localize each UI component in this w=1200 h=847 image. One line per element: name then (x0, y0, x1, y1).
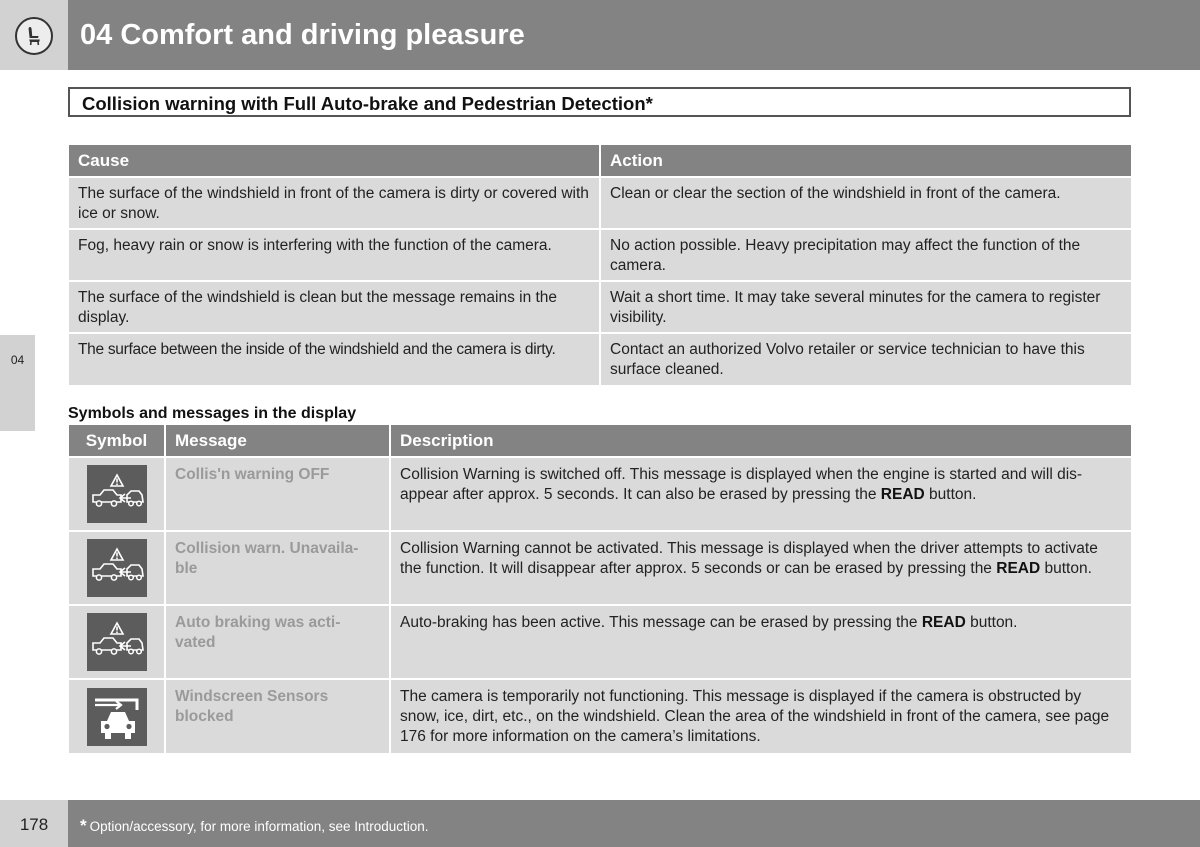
table-row (69, 281, 1131, 333)
column-header-description: Description (390, 425, 1131, 457)
description-text: button. (965, 614, 1018, 631)
side-tab-label: 04 (10, 353, 25, 367)
footnote (80, 816, 429, 836)
message-cell: Collision warn. Unavaila-ble (165, 531, 390, 605)
windscreen-sensor-icon (87, 688, 147, 746)
description-text: Collision Warning cannot be activated. This message is displayed when the driver attempts to activate the function. It will disappear after approx. 5 seconds or can be erased by pressing the (400, 540, 1098, 577)
table-row (69, 457, 1131, 531)
action-cell: Contact an authorized Volvo retailer or service technician to have this surface cleaned. (600, 333, 1131, 385)
collision-warning-icon (87, 539, 147, 597)
footnote-star: * (80, 816, 87, 835)
description-text: Auto-braking has been active. This message can be erased by pressing the (400, 614, 922, 631)
description-cell (390, 531, 1131, 605)
action-cell: Clean or clear the section of the windshield in front of the camera. (600, 177, 1131, 229)
footnote-text: Option/accessory, for more information, see Introduction. (89, 819, 429, 834)
table-header-row (69, 425, 1131, 457)
description-cell (390, 457, 1131, 531)
footer (68, 800, 1200, 847)
symbol-cell (69, 531, 165, 605)
collision-warning-icon (87, 613, 147, 671)
car-seat-icon (15, 17, 53, 55)
description-cell (390, 679, 1131, 753)
chapter-title: 04 Comfort and driving pleasure (80, 19, 525, 51)
message-cell: Collis'n warning OFF (165, 457, 390, 531)
cause-cell: Fog, heavy rain or snow is interfering with the function of the camera. (69, 229, 600, 281)
action-cell: No action possible. Heavy precipitation may affect the function of the camera. (600, 229, 1131, 281)
section-title-box (68, 87, 1131, 117)
description-text: button. (924, 486, 977, 503)
cause-cell: The surface of the windshield is clean but the message remains in the display. (69, 281, 600, 333)
page-number-box (0, 800, 68, 847)
description-text: Collision Warning is switched off. This message is displayed when the engine is started and will dis-appear after approx. 5 seconds. It can also be erased by pressing the (400, 466, 1083, 503)
chapter-icon-box (0, 0, 68, 70)
chapter-side-tab (0, 335, 35, 431)
read-button-label: READ (880, 486, 925, 503)
section-title: Collision warning with Full Auto-brake and Pedestrian Detection* (82, 93, 653, 114)
symbol-cell (69, 457, 165, 531)
table-row (69, 531, 1131, 605)
symbol-cell (69, 679, 165, 753)
table-row (69, 605, 1131, 679)
table-row (69, 333, 1131, 385)
message-cell: Auto braking was acti-vated (165, 605, 390, 679)
description-text: The camera is temporarily not functioning. This message is displayed if the camera is obstructed by snow, ice, dirt, etc., on the windshield. Clean the area of the windshield in front of the camera, see page 176 for more information on the camera’s limitations. (400, 688, 1110, 745)
cause-action-table (69, 145, 1131, 385)
description-cell (390, 605, 1131, 679)
cause-cell: The surface of the windshield in front of the camera is dirty or covered with ice or snow. (69, 177, 600, 229)
symbols-messages-table (69, 425, 1131, 753)
symbol-cell (69, 605, 165, 679)
column-header-message: Message (165, 425, 390, 457)
collision-warning-icon (87, 465, 147, 523)
table-header-row (69, 145, 1131, 177)
description-text: button. (1040, 560, 1092, 577)
symbols-heading: Symbols and messages in the display (68, 405, 357, 422)
read-button-label: READ (996, 560, 1041, 577)
cause-cell: The surface between the inside of the windshield and the camera is dirty. (69, 333, 600, 385)
table-row (69, 177, 1131, 229)
chapter-header (68, 0, 1200, 70)
action-cell: Wait a short time. It may take several minutes for the camera to register visibility. (600, 281, 1131, 333)
column-header-cause: Cause (69, 145, 600, 177)
message-cell: Windscreen Sensors blocked (165, 679, 390, 753)
table-row (69, 229, 1131, 281)
table-row (69, 679, 1131, 753)
read-button-label: READ (921, 614, 966, 631)
column-header-symbol: Symbol (69, 425, 165, 457)
column-header-action: Action (600, 145, 1131, 177)
page-number: 178 (19, 815, 49, 834)
